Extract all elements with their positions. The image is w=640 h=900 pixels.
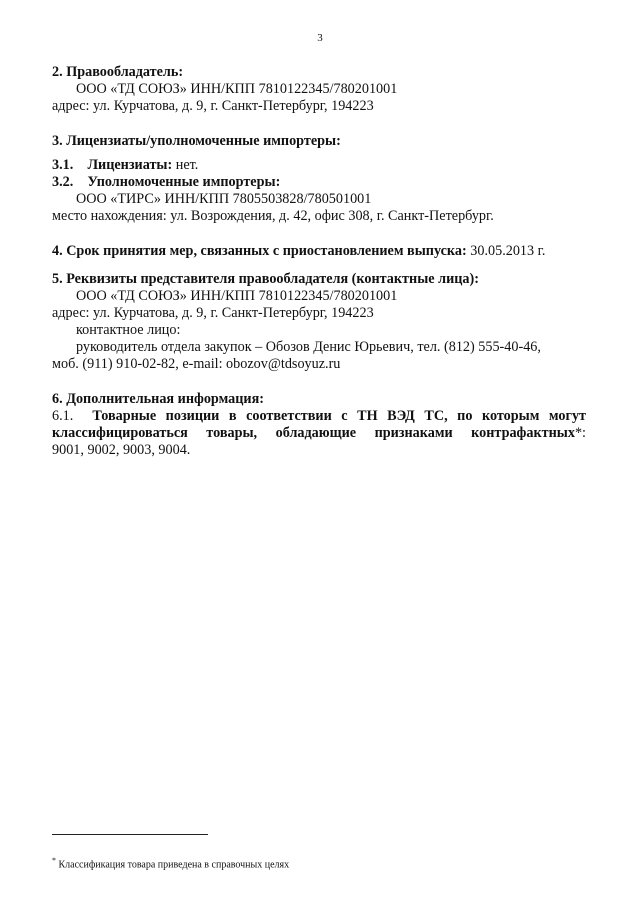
section-4-heading: 4. Срок принятия мер, связанных с приостановлением выпуска: [52,243,467,259]
section-6-1-asterisk: *: [574,425,586,441]
section-6-1-text-2: классифицироваться товары, обладающие признаками контрафактных [52,425,575,441]
section-2-company: ООО «ТД СОЮЗ» ИНН/КПП 7810122345/780201001 [76,81,398,97]
section-2-address: адрес: ул. Курчатова, д. 9, г. Санкт-Петербург, 194223 [52,98,374,114]
page-number: 3 [317,32,323,44]
section-3-2-number: 3.2. [52,174,74,190]
section-5-heading: 5. Реквизиты представителя правообладателя (контактные лица): [52,271,479,287]
section-6-heading: 6. Дополнительная информация: [52,391,264,407]
section-6-1-number: 6.1. [52,408,74,424]
section-6-1-codes: 9001, 9002, 9003, 9004. [52,442,191,458]
section-3-2 [52,174,280,191]
section-3-2-label: Уполномоченные импортеры: [87,174,281,190]
section-3-heading: 3. Лицензиаты/уполномоченные импортеры: [52,133,341,149]
section-3-2-company: ООО «ТИРС» ИНН/КПП 7805503828/780501001 [76,191,372,207]
section-3-1-number: 3.1. [52,157,74,173]
section-5-address: адрес: ул. Курчатова, д. 9, г. Санкт-Петербург, 194223 [52,305,374,321]
footnote-divider [52,834,208,835]
section-3-1-label: Лицензиаты: [87,157,173,173]
section-4-value: 30.05.2013 г. [466,243,546,259]
footnote-text: Классификация товара приведена в справочных целях [56,859,290,871]
section-5-contact-line-2: моб. (911) 910-02-82, e-mail: obozov@tdsoyuz.ru [52,356,341,372]
section-6-1-text-1: Товарные позиции в соответствии с ТН ВЭД ТС, по которым могут [92,408,587,424]
section-5-company: ООО «ТД СОЮЗ» ИНН/КПП 7810122345/780201001 [76,288,398,304]
footnote [52,852,289,873]
section-5-contact-line-1: руководитель отдела закупок – Обозов Денис Юрьевич, тел. (812) 555-40-46, [76,339,541,355]
section-6-1-line-2 [52,425,586,442]
section-4 [52,243,545,260]
section-2-heading: 2. Правообладатель: [52,64,184,80]
footnote-mark: * [52,856,56,865]
section-5-contact-label: контактное лицо: [76,322,181,338]
section-3-1 [52,157,198,174]
section-6-1-line-1 [52,408,586,425]
section-3-2-location: место нахождения: ул. Возрождения, д. 42, офис 308, г. Санкт-Петербург. [52,208,494,224]
section-3-1-value: нет. [172,157,199,173]
